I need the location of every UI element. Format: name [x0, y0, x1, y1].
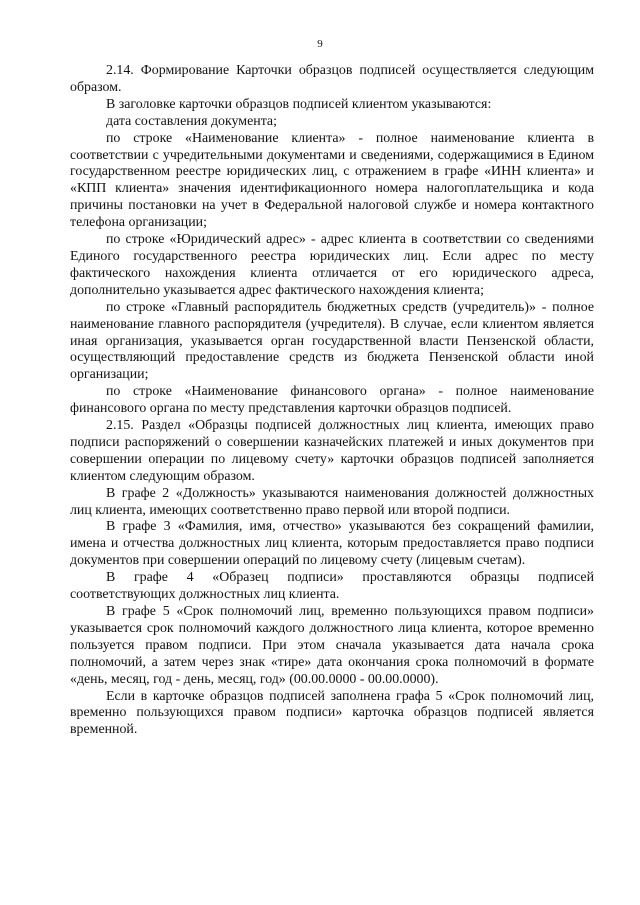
paragraph-chief-manager: по строке «Главный распорядитель бюджетных средств (учредитель)» - полное наименование главного распорядителя (учредителя). В случае, если клиентом является иная организация, указывается орган государственной власти Пензенской области, осуществляющий предоставление средств из бюджета Пензенской области иной организации;: [70, 299, 594, 383]
paragraph-2-15-intro: 2.15. Раздел «Образцы подписей должностных лиц клиента, имеющих право подписи распоряжений о совершении казначейских платежей и иных документов при совершении операции по лицевому счету» карточки образцов подписей заполняется клиентом следующим образом.: [70, 418, 594, 484]
paragraph-client-name: по строке «Наименование клиента» - полное наименование клиента в соответствии с учредительными документами и сведениями, содержащимися в Едином государственном реестре юридических лиц, с отражением в графе «ИНН клиента» и «КПП клиента» значения идентификационного номера налогоплательщика и кода причины постановки на учет в Федеральной налоговой службе и номера контактного телефона организации;: [70, 130, 594, 231]
paragraph-column-2: В графе 2 «Должность» указываются наименования должностей должностных лиц клиента, имеющих соответственно право первой или второй подписи.: [70, 485, 594, 518]
paragraph-2-14-intro: 2.14. Формирование Карточки образцов подписей осуществляется следующим образом.: [70, 63, 594, 95]
paragraph-column-4: В графе 4 «Образец подписи» проставляются образцы подписей соответствующих должностных лиц клиента.: [70, 570, 594, 603]
paragraph-legal-address: по строке «Юридический адрес» - адрес клиента в соответствии со сведениями Единого государственного реестра юридических лиц. Если адрес по месту фактического нахождения клиента отличается от его юридического адреса, дополнительно указывается адрес фактического нахождения клиента;: [70, 232, 594, 298]
page-number: 9: [317, 38, 323, 50]
paragraph-column-3: В графе 3 «Фамилия, имя, отчество» указываются без сокращений фамилии, имена и отчества должностных лиц клиента, которым предоставляется право подписи документов при совершении операций по лицевому счету (лицевым счетам).: [70, 519, 594, 569]
paragraph-temporary-card: Если в карточке образцов подписей заполнена графа 5 «Срок полномочий лиц, временно пользующихся правом подписи» карточка образцов подписей является временной.: [70, 688, 594, 738]
paragraph-finance-body: по строке «Наименование финансового органа» - полное наименование финансового органа по месту представления карточки образцов подписей.: [70, 384, 594, 417]
paragraph-date: дата составления документа;: [106, 113, 277, 129]
paragraph-card-header: В заголовке карточки образцов подписей клиентом указываются:: [106, 96, 492, 112]
paragraph-column-5: В графе 5 «Срок полномочий лиц, временно пользующихся правом подписи» указывается срок полномочий каждого должностного лица клиента, которое временно пользуется правом подписи. При этом сначала указывается дата начала срока полномочий, а затем через знак «тире» дата окончания срока полномочий в формате «день, месяц, год - день, месяц, год» (00.00.0000 - 00.00.0000).: [70, 604, 594, 687]
document-body: [70, 63, 594, 739]
